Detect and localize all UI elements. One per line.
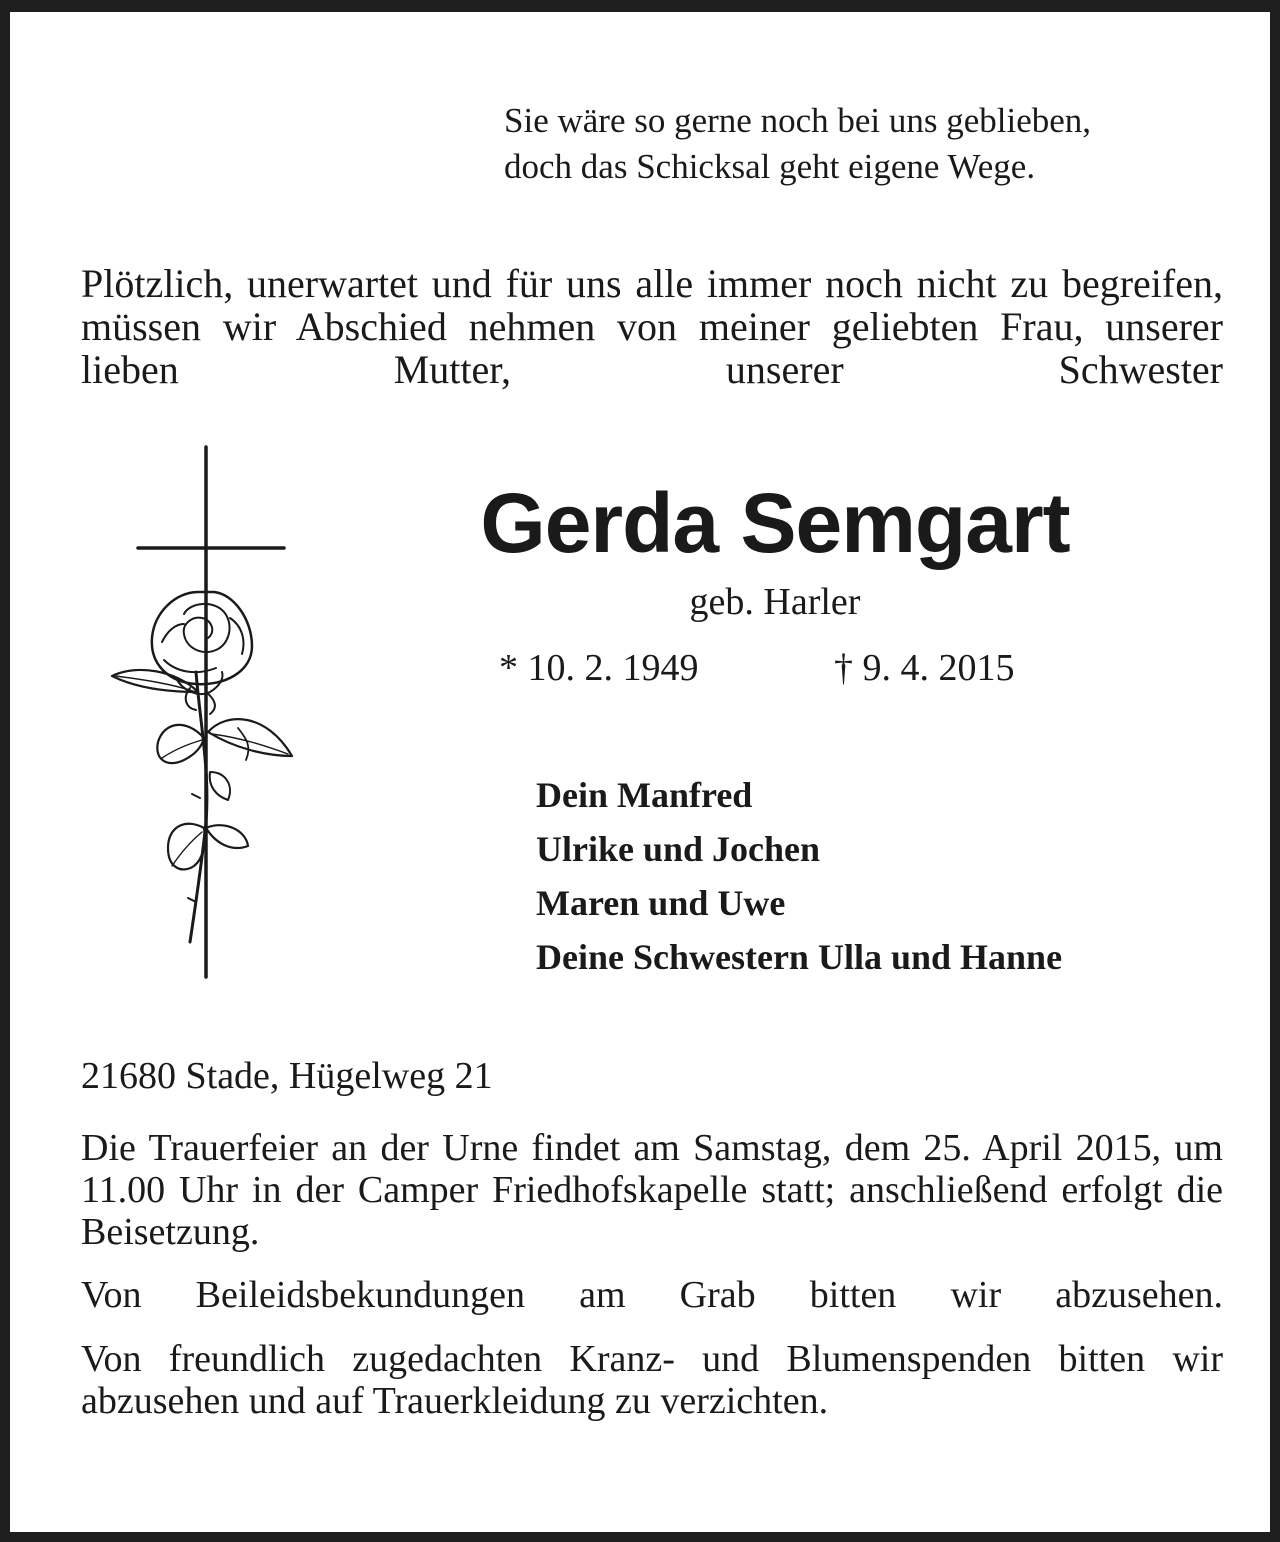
- family-member: Ulrike und Jochen: [536, 829, 821, 869]
- address: 21680 Stade, Hügelweg 21: [81, 1055, 493, 1097]
- motto-quote: [504, 98, 1244, 190]
- family-member: Maren und Uwe: [536, 883, 786, 923]
- family-list: [536, 768, 1236, 984]
- funeral-info: Die Trauerfeier an der Urne findet am Samstag, dem 25. April 2015, um 11.00 Uhr in der Camper Friedhofskapelle statt; anschließend erfolgt die Beisetzung.: [81, 1127, 1223, 1253]
- intro-text: Plötzlich, unerwartet und für uns alle immer noch nicht zu begreifen, müssen wir Abschied nehmen von meiner geliebten Frau, unserer lieben Mutter, unserer Schwester: [81, 261, 1223, 392]
- cross-with-rose-icon: [106, 442, 306, 982]
- death-date: † 9. 4. 2015: [834, 647, 1015, 689]
- flowers-note: Von freundlich zugedachten Kranz- und Blumenspenden bitten wir abzusehen und auf Trauerkleidung zu verzichten.: [81, 1338, 1223, 1422]
- condolence-note: Von Beileidsbekundungen am Grab bitten wir abzusehen.: [81, 1274, 1223, 1316]
- birth-date: * 10. 2. 1949: [499, 647, 699, 689]
- motto-line: Sie wäre so gerne noch bei uns geblieben,: [504, 101, 1092, 140]
- family-member: Deine Schwestern Ulla und Hanne: [536, 937, 1063, 977]
- family-member: Dein Manfred: [536, 775, 753, 815]
- deceased-name: Gerda Semgart: [480, 476, 1070, 570]
- motto-line: doch das Schicksal geht eigene Wege.: [504, 147, 1036, 186]
- birth-name: geb. Harler: [689, 581, 861, 623]
